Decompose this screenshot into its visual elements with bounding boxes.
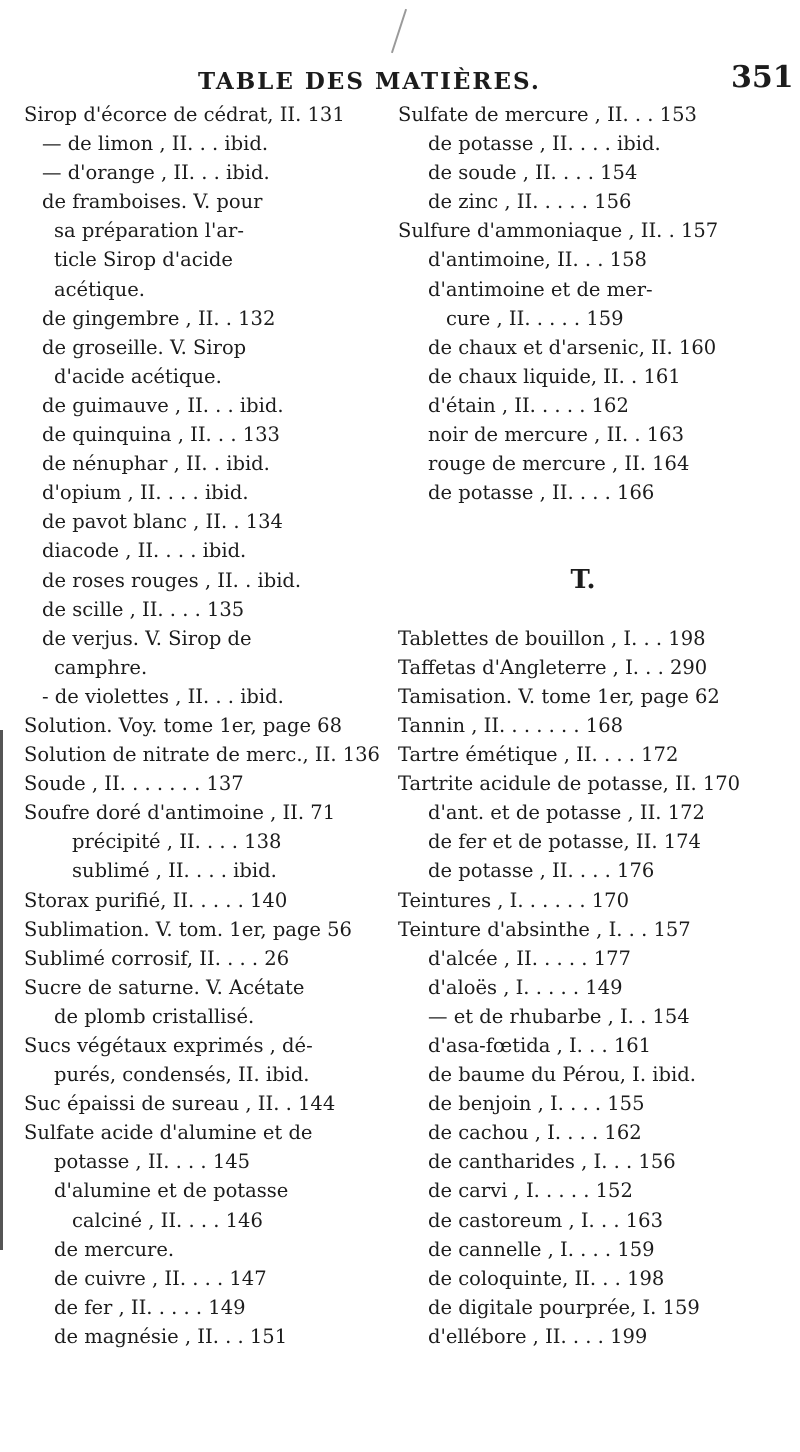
index-entry: d'aloës , I. . . . . 149 xyxy=(428,975,623,999)
index-entry: d'étain , II. . . . . 162 xyxy=(428,393,629,417)
index-entry: Teintures , I. . . . . . 170 xyxy=(398,888,629,912)
binding-edge xyxy=(0,730,3,1250)
index-entry: de coloquinte, II. . . 198 xyxy=(428,1266,665,1290)
index-entry: rouge de mercure , II. 164 xyxy=(428,452,690,476)
index-entry: cure , II. . . . . 159 xyxy=(446,306,624,330)
index-entry: d'ellébore , II. . . . 199 xyxy=(428,1324,648,1348)
index-entry: Taffetas d'Angleterre , I. . . 290 xyxy=(398,655,708,679)
index-entry: d'antimoine et de mer- xyxy=(428,277,653,301)
index-entry: de scille , II. . . . 135 xyxy=(42,597,245,621)
index-entry: Teinture d'absinthe , I. . . 157 xyxy=(398,917,691,941)
index-entry: de quinquina , II. . . 133 xyxy=(42,423,280,447)
index-entry: — d'orange , II. . . ibid. xyxy=(42,161,270,185)
index-entry: de zinc , II. . . . . 156 xyxy=(428,190,632,214)
section-letter: T. xyxy=(570,564,596,595)
index-entry: Tartrite acidule de potasse, II. 170 xyxy=(398,772,741,796)
index-entry: Suc épaissi de sureau , II. . 144 xyxy=(24,1092,336,1116)
index-column-right xyxy=(398,100,768,1351)
index-entry: potasse , II. . . . 145 xyxy=(54,1150,251,1174)
index-entry: de soude , II. . . . 154 xyxy=(428,161,638,185)
index-entry: d'alumine et de potasse xyxy=(54,1179,289,1203)
index-entry: Sucre de saturne. V. Acétate xyxy=(24,975,305,999)
index-entry: de guimauve , II. . . ibid. xyxy=(42,393,284,417)
index-entry: purés, condensés, II. ibid. xyxy=(54,1063,310,1087)
index-entry: d'ant. et de potasse , II. 172 xyxy=(428,801,705,825)
index-entry: de cannelle , I. . . . 159 xyxy=(428,1237,655,1261)
index-entry: de carvi , I. . . . . 152 xyxy=(428,1179,633,1203)
index-entry: de potasse , II. . . . ibid. xyxy=(428,132,661,156)
index-entry: Sulfate acide d'alumine et de xyxy=(24,1121,313,1145)
index-entry: Solution. Voy. tome 1er, page 68 xyxy=(24,713,342,737)
index-entry: de fer et de potasse, II. 174 xyxy=(428,830,701,854)
index-entry: sublimé , II. . . . ibid. xyxy=(72,859,277,883)
index-entry: de magnésie , II. . . 151 xyxy=(54,1324,288,1348)
index-entry: — et de rhubarbe , I. . 154 xyxy=(428,1004,690,1028)
margin-mark xyxy=(391,9,407,53)
index-entry: de mercure. xyxy=(54,1237,175,1261)
right-column-top-entries xyxy=(398,100,768,507)
index-entry: de verjus. V. Sirop de xyxy=(42,626,252,650)
index-entry: diacode , II. . . . ibid. xyxy=(42,539,247,563)
page-number: 351 xyxy=(731,60,794,95)
index-entry: camphre. xyxy=(54,655,148,679)
index-entry: - de violettes , II. . . ibid. xyxy=(42,684,284,708)
index-entry: d'asa-fœtida , I. . . 161 xyxy=(428,1034,652,1057)
index-entry: Tartre émétique , II. . . . 172 xyxy=(398,743,679,767)
index-entry: Storax purifié, II. . . . . 140 xyxy=(24,888,288,912)
index-entry: de potasse , II. . . . 166 xyxy=(428,481,655,505)
index-entry: Sublimation. V. tom. 1er, page 56 xyxy=(24,917,352,941)
index-entry: Soude , II. . . . . . . 137 xyxy=(24,772,244,796)
index-entry: sa préparation l'ar- xyxy=(54,219,244,243)
index-entry: acétique. xyxy=(54,277,145,301)
index-entry: de benjoin , I. . . . 155 xyxy=(428,1092,645,1116)
index-entry: de potasse , II. . . . 176 xyxy=(428,859,655,883)
index-entry: Solution de nitrate de merc., II. 136 xyxy=(24,743,380,767)
index-entry: de baume du Pérou, I. ibid. xyxy=(428,1063,696,1087)
index-entry: ticle Sirop d'acide xyxy=(54,248,233,272)
index-entry: Tablettes de bouillon , I. . . 198 xyxy=(398,626,706,650)
page-header xyxy=(0,56,800,96)
index-entry: de chaux et d'arsenic, II. 160 xyxy=(428,335,717,359)
index-entry: de fer , II. . . . . 149 xyxy=(54,1295,246,1319)
index-entry: de roses rouges , II. . ibid. xyxy=(42,568,302,592)
index-entry: de cantharides , I. . . 156 xyxy=(428,1150,676,1174)
index-entry: d'alcée , II. . . . . 177 xyxy=(428,946,631,970)
index-entry: de cachou , I. . . . 162 xyxy=(428,1121,642,1145)
index-entry: noir de mercure , II. . 163 xyxy=(428,423,684,447)
index-entry: précipité , II. . . . 138 xyxy=(72,830,282,854)
index-entry: Sublimé corrosif, II. . . . 26 xyxy=(24,946,290,970)
index-entry: de chaux liquide, II. . 161 xyxy=(428,364,681,388)
index-entry: — de limon , II. . . ibid. xyxy=(42,132,269,156)
index-entry: Sulfure d'ammoniaque , II. . 157 xyxy=(398,219,719,243)
right-column-bottom-entries xyxy=(398,624,768,1351)
index-entry: Sirop d'écorce de cédrat, II. 131 xyxy=(24,103,345,126)
index-entry: de gingembre , II. . 132 xyxy=(42,306,276,330)
index-entry: calciné , II. . . . 146 xyxy=(72,1208,263,1232)
index-entry: de castoreum , I. . . 163 xyxy=(428,1208,663,1232)
index-entry: d'opium , II. . . . ibid. xyxy=(42,481,249,505)
index-entry: de cuivre , II. . . . 147 xyxy=(54,1266,267,1290)
index-column-left xyxy=(24,100,394,1351)
index-entry: d'antimoine, II. . . 158 xyxy=(428,248,647,272)
index-entry: de digitale pourprée, I. 159 xyxy=(428,1295,700,1319)
index-entry: Tannin , II. . . . . . . 168 xyxy=(398,713,624,737)
index-entry: d'acide acétique. xyxy=(54,364,222,388)
index-entry: de groseille. V. Sirop xyxy=(42,335,247,359)
index-entry: de plomb cristallisé. xyxy=(54,1004,255,1028)
running-title: TABLE DES MATIÈRES. xyxy=(198,68,541,95)
index-entry: de nénuphar , II. . ibid. xyxy=(42,452,270,476)
index-entry: Tamisation. V. tome 1er, page 62 xyxy=(398,684,720,708)
index-entry: Soufre doré d'antimoine , II. 71 xyxy=(24,801,336,825)
index-entry: de framboises. V. pour xyxy=(42,190,263,214)
index-entry: Sulfate de mercure , II. . . 153 xyxy=(398,103,697,126)
index-entry: Sucs végétaux exprimés , dé- xyxy=(24,1034,313,1057)
index-entry: de pavot blanc , II. . 134 xyxy=(42,510,283,534)
